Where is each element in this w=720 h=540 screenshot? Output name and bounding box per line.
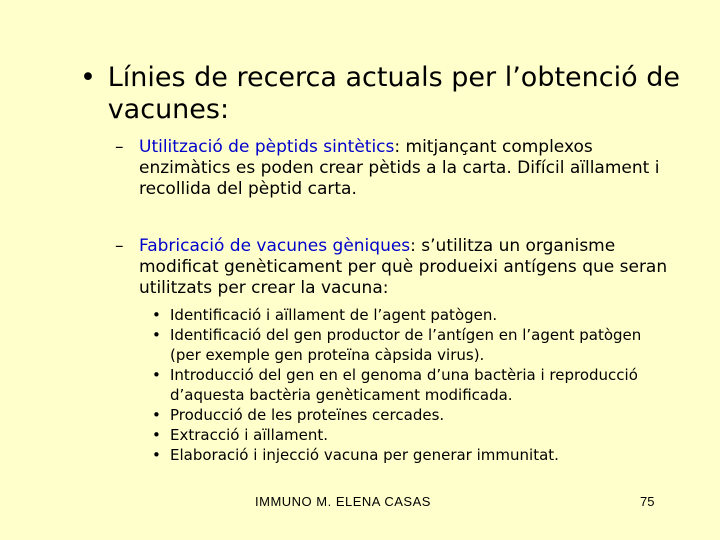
list-bullet: •	[152, 366, 161, 384]
list-item	[152, 425, 672, 445]
list-bullet: •	[152, 306, 161, 324]
subpoint-text: : s’utilitza un organisme modificat genèticament per què produeixi antígens que seran utilitzats per crear la vacuna:	[139, 236, 668, 298]
list-item-text: Introducció del gen en el genoma d’una bactèria i reproducció d’aquesta bactèria genèticament modificada.	[170, 366, 638, 404]
list-bullet: •	[152, 446, 161, 464]
subpoint-term: Utilització de pèptids sintètics	[139, 137, 395, 157]
list-bullet: •	[152, 406, 161, 424]
list-item-text: Producció de les proteïnes cercades.	[170, 406, 445, 424]
list-item	[152, 305, 672, 325]
list-item-text: Extracció i aïllament.	[170, 426, 329, 444]
list-item	[152, 445, 672, 465]
subpoint-dash: –	[115, 137, 124, 157]
title-colon: :	[219, 94, 230, 125]
footer-author: IMMUNO M. ELENA CASAS	[255, 494, 431, 509]
subpoint-text: : mitjançant complexos enzimàtics es poden crear pètids a la carta. Difícil aïllament i recollida del pèptid carta.	[139, 137, 660, 199]
subpoint-genetic-vaccines	[115, 236, 675, 299]
list-item	[152, 405, 672, 425]
title-text: Línies de recerca actuals per l’obtenció de vacunes	[107, 62, 680, 125]
list-bullet: •	[152, 426, 161, 444]
subpoint-term: Fabricació de vacunes gèniques	[139, 236, 411, 256]
page-number: 75	[640, 494, 655, 509]
list-bullet: •	[152, 326, 161, 344]
list-item	[152, 325, 672, 365]
list-item	[152, 365, 672, 405]
slide-title	[80, 62, 680, 126]
list-item-text: Elaboració i injecció vacuna per generar immunitat.	[170, 446, 559, 464]
subpoint-synthetic-peptides	[115, 137, 675, 200]
title-bullet: •	[80, 62, 96, 93]
list-item-text: Identificació i aïllament de l’agent patògen.	[170, 306, 498, 324]
subpoint-dash: –	[115, 236, 124, 256]
steps-list	[152, 305, 672, 465]
list-item-text: Identificació del gen productor de l’antígen en l’agent patògen (per exemple gen proteïna càpsida virus).	[170, 326, 642, 364]
